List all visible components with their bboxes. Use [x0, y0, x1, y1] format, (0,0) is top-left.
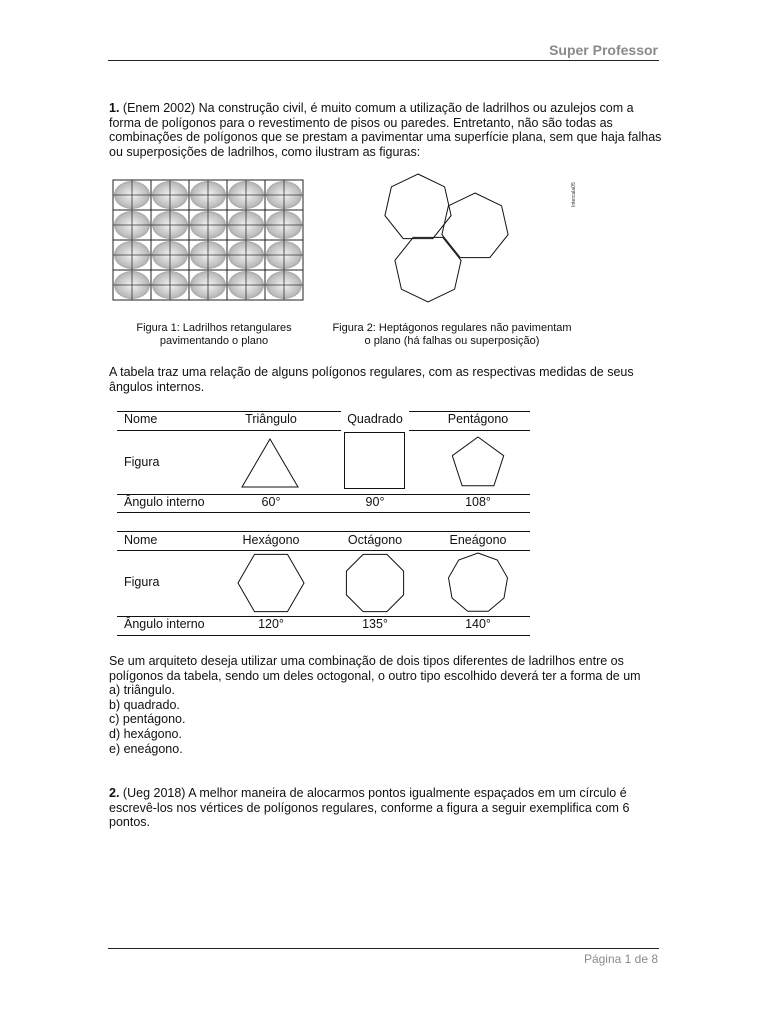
- table2-angle-enneagon: 140°: [465, 617, 491, 631]
- table1-rule-end: [117, 512, 530, 513]
- q1-number: 1.: [109, 101, 120, 115]
- table2-angle-hexagon: 120°: [258, 617, 284, 631]
- table1-rule-mid-a: [117, 430, 341, 431]
- table2-name-label: Nome: [124, 533, 158, 547]
- q2-body: (Ueg 2018) A melhor maneira de alocarmos pontos igualmente espaçados em um círculo é escrevê-los nos vértices de polígonos regulares, conforme a figura a seguir exemplifica com 6 pontos.: [109, 786, 630, 830]
- table-intro: [109, 365, 665, 394]
- hexagon-shape: [236, 553, 306, 613]
- enneagon-shape: [446, 551, 510, 615]
- table2-rule-top: [117, 531, 530, 532]
- table1-name-square: Quadrado: [347, 412, 403, 426]
- table2-name-enneagon: Eneágono: [449, 533, 507, 547]
- table2-angle-label: Ângulo interno: [124, 617, 205, 631]
- figure2-caption: [318, 322, 586, 348]
- figure1-caption: [118, 322, 310, 348]
- q2-text: [109, 786, 665, 830]
- table-intro-text: A tabela traz uma relação de alguns polígonos regulares, com as respectivas medidas de seus ângulos internos.: [109, 365, 634, 394]
- table2-angle-octagon: 135°: [362, 617, 388, 631]
- header-brand: Super Professor: [549, 42, 658, 58]
- table1-angle-triangle: 60°: [261, 495, 281, 509]
- table2-figure-label: Figura: [124, 575, 160, 589]
- q1-option-c: c) pentágono.: [109, 712, 186, 727]
- figure1-tiles: [112, 179, 304, 301]
- q1-intro: [109, 101, 665, 159]
- pentagon-shape: [445, 435, 511, 491]
- table2-name-hexagon: Hexágono: [242, 533, 300, 547]
- heptagon-bottom: [395, 237, 461, 302]
- table1-figure-label: Figura: [124, 455, 160, 469]
- table1-angle-label: Ângulo interno: [124, 495, 205, 509]
- square-shape: [343, 431, 407, 491]
- figure-side-text: Intercala05: [571, 182, 577, 207]
- q1-option-d: d) hexágono.: [109, 726, 182, 741]
- heptagon-top: [385, 174, 451, 239]
- q1-question: [109, 654, 665, 756]
- table1-angle-pentagon: 108°: [465, 495, 491, 509]
- figure1-caption-line2: pavimentando o plano: [159, 335, 269, 347]
- figure2-caption-line2: o plano (há falhas ou superposição): [364, 335, 540, 347]
- table1-name-label: Nome: [124, 412, 158, 426]
- table1-rule-mid-b: [409, 430, 530, 431]
- footer-rule: [108, 948, 659, 949]
- q2-number: 2.: [109, 786, 120, 800]
- q1-option-b: b) quadrado.: [109, 697, 180, 712]
- triangle-shape: [240, 436, 300, 490]
- footer-page-number: Página 1 de 8: [583, 952, 658, 966]
- table1-name-triangle: Triângulo: [245, 412, 297, 426]
- q1-intro-text: (Enem 2002) Na construção civil, é muito comum a utilização de ladrilhos ou azulejos com a forma de polígonos para o revestimento de pisos ou paredes. Entretanto, não são todas as combinações de polígonos que se prestam a pavimentar uma superfície plana, sem que haja falhas ou superposições de ladrilhos, como ilustram as figuras:: [109, 101, 662, 159]
- figure2-caption-line1: Figura 2: Heptágonos regulares não pavimentam: [332, 322, 572, 334]
- octagon-shape: [342, 550, 408, 616]
- table1-angle-square: 90°: [365, 495, 385, 509]
- table2-name-octagon: Octágono: [347, 533, 403, 547]
- header-rule: [108, 60, 659, 61]
- figure2-heptagons: [380, 172, 520, 308]
- table2-rule-end: [117, 635, 530, 636]
- table1-name-pentagon: Pentágono: [447, 412, 509, 426]
- q1-option-a: a) triângulo.: [109, 683, 176, 698]
- heptagon-right: [442, 193, 508, 258]
- figure1-caption-line1: Figura 1: Ladrilhos retangulares: [136, 322, 292, 334]
- q1-option-e: e) eneágono.: [109, 741, 183, 756]
- q1-question-text: Se um arquiteto deseja utilizar uma combinação de dois tipos diferentes de ladrilhos entre os polígonos da tabela, sendo um deles octogonal, o outro tipo escolhido deverá ter a forma de um: [109, 654, 641, 683]
